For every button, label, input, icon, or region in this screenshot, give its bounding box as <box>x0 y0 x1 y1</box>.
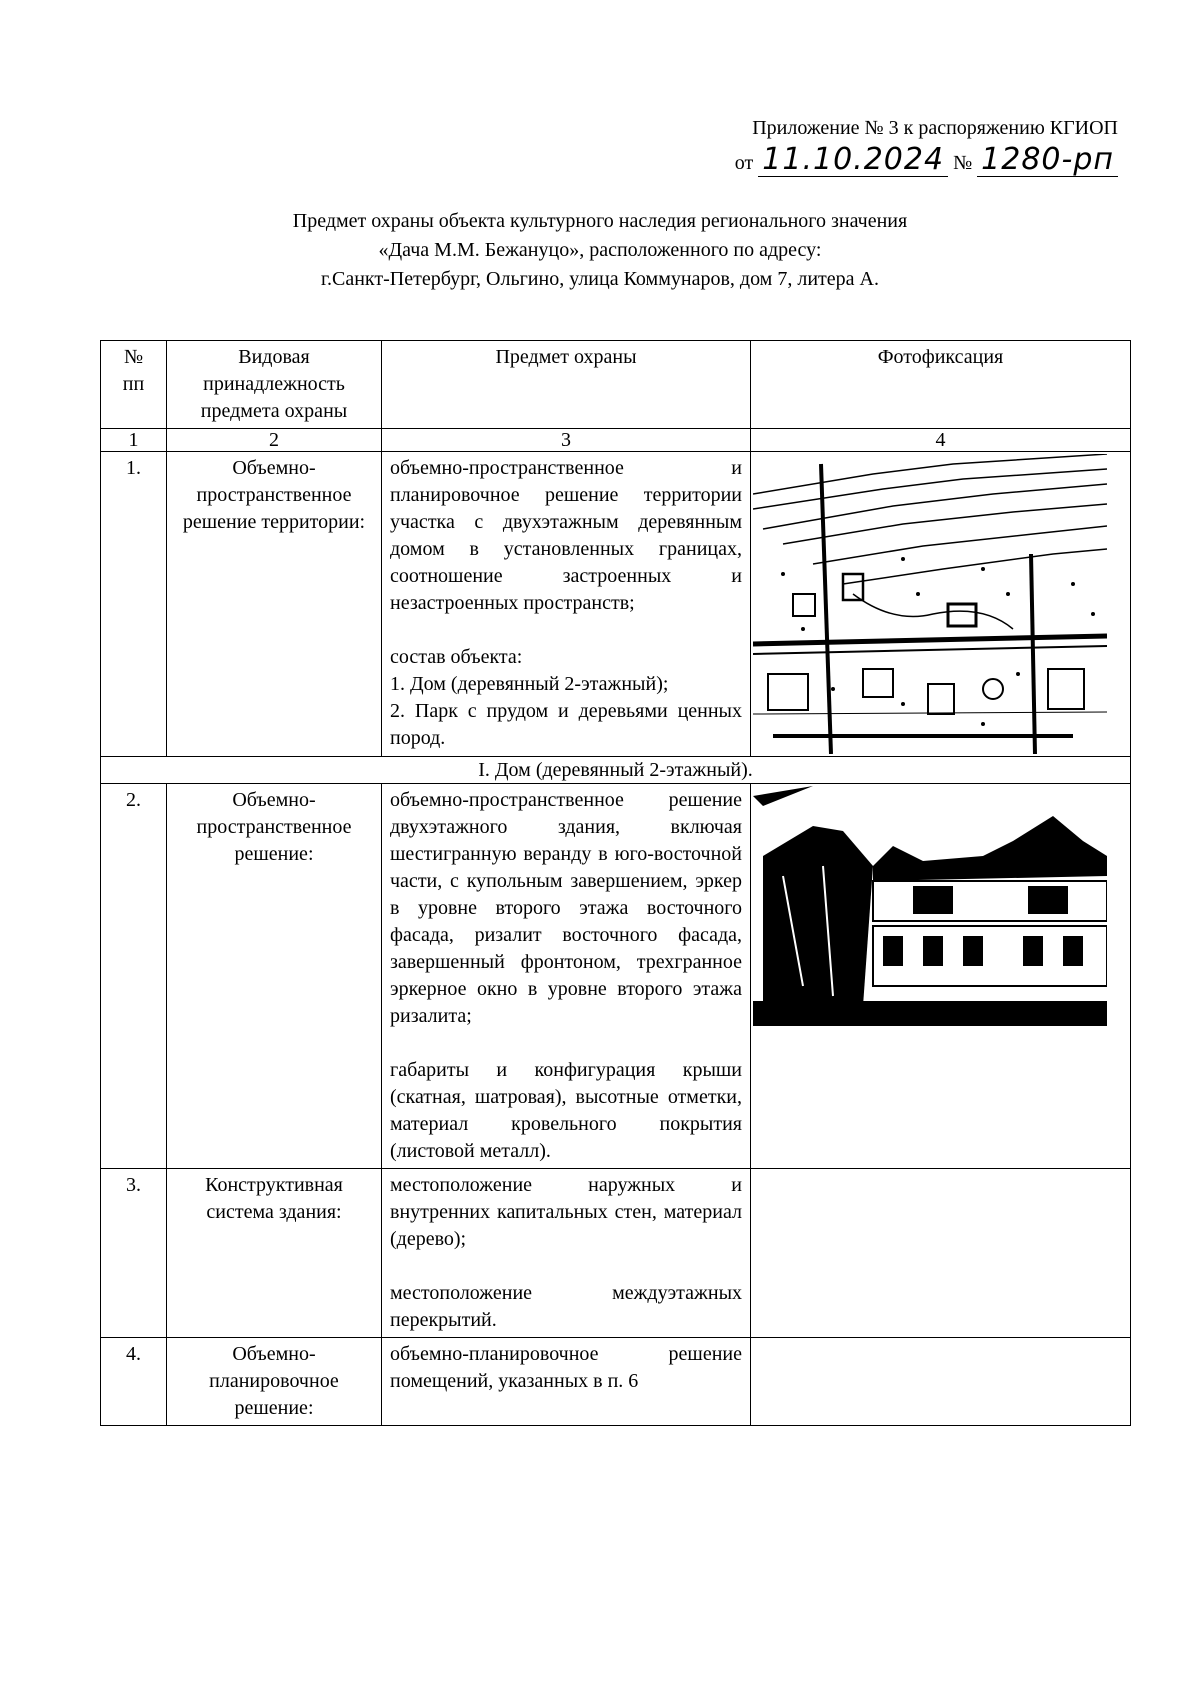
row-subject <box>382 452 751 757</box>
section-title: I. Дом (деревянный 2-этажный). <box>101 757 1131 784</box>
row-number: 1. <box>101 452 167 757</box>
col-number: 1 <box>101 429 167 452</box>
row-type: Объемно-пространственное решение: <box>167 784 382 1169</box>
subject-text: объемно-пространственное решение двухэтажного здания, включая шестигранную веранду в юго-восточной части, с купольным завершением, эркер в уровне второго этажа восточного фасада, ризалит восточного фасада, завершенный фронтоном, трехгранное эркерное окно в уровне второго этажа ризалита; <box>390 789 742 1027</box>
protection-table <box>100 340 1131 1426</box>
table-row <box>101 452 1131 757</box>
subject-text: объемно-планировочное решение помещений, указанных в п. 6 <box>390 1343 742 1392</box>
title-line-2: «Дача М.М. Бежануцо», расположенного по адресу: <box>378 239 822 261</box>
header-subject: Предмет охраны <box>382 341 751 429</box>
row-photo-empty <box>751 1169 1131 1338</box>
subject-text: объемно-пространственное и планировочное решение территории участка с двухэтажным деревянным домом в установленных границах, соотношение застроенных и незастроенных пространств; <box>390 457 742 614</box>
subject-text: состав объекта: <box>390 646 523 668</box>
order-line <box>735 144 1118 179</box>
col-number: 2 <box>167 429 382 452</box>
row-number: 3. <box>101 1169 167 1338</box>
row-subject <box>382 1169 751 1338</box>
row-number: 2. <box>101 784 167 1169</box>
col-number: 4 <box>751 429 1131 452</box>
row-type: Объемно-планировочное решение: <box>167 1338 382 1426</box>
house-photo <box>753 786 1107 1026</box>
row-number: 4. <box>101 1338 167 1426</box>
table-row <box>101 1338 1131 1426</box>
row-photo <box>751 452 1131 757</box>
date-prefix: от <box>734 152 754 174</box>
subject-text: местоположение междуэтажных перекрытий. <box>390 1282 742 1331</box>
order-number: 1280-рп <box>977 144 1118 177</box>
table-row <box>101 784 1131 1169</box>
row-subject <box>382 1338 751 1426</box>
column-number-row <box>101 429 1131 452</box>
row-subject <box>382 784 751 1169</box>
number-sign: № <box>953 152 973 174</box>
site-plan-image <box>753 454 1107 754</box>
header-type: Видовая принадлежность предмета охраны <box>167 341 382 429</box>
order-date: 11.10.2024 <box>758 144 948 177</box>
subject-text: 1. Дом (деревянный 2-этажный); <box>390 673 669 695</box>
document-title <box>100 207 1100 294</box>
row-photo <box>751 784 1131 1169</box>
header-photo: Фотофиксация <box>751 341 1131 429</box>
title-line-1: Предмет охраны объекта культурного наследия регионального значения <box>292 210 908 232</box>
row-type: Конструктивная система здания: <box>167 1169 382 1338</box>
subject-text: габариты и конфигурация крыши (скатная, шатровая), высотные отметки, материал кровельного покрытия (листовой металл). <box>390 1059 742 1162</box>
row-photo-empty <box>751 1338 1131 1426</box>
subject-text: местоположение наружных и внутренних капитальных стен, материал (дерево); <box>390 1174 742 1250</box>
document-header <box>735 112 1118 179</box>
col-number: 3 <box>382 429 751 452</box>
row-type: Объемно-пространственное решение территории: <box>167 452 382 757</box>
title-line-3: г.Санкт-Петербург, Ольгино, улица Коммунаров, дом 7, литера А. <box>321 268 879 290</box>
subject-text: 2. Парк с прудом и деревьями ценных пород. <box>390 700 742 749</box>
appendix-line: Приложение № 3 к распоряжению КГИОП <box>752 117 1118 139</box>
header-number: № пп <box>101 341 167 429</box>
table-row <box>101 1169 1131 1338</box>
section-row <box>101 757 1131 784</box>
table-header-row <box>101 341 1131 429</box>
